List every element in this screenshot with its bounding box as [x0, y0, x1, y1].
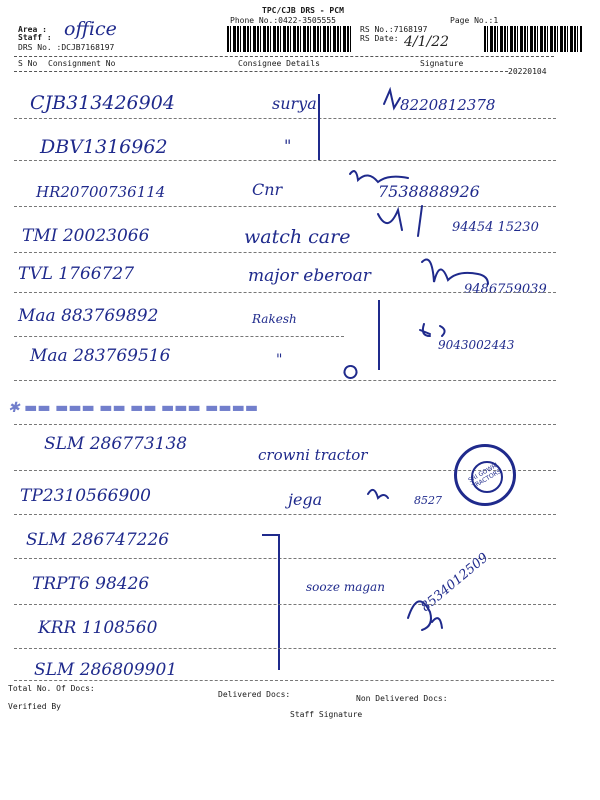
page-number: Page No.:1 — [450, 16, 499, 25]
rs-number: RS No.:7168197 — [360, 25, 428, 34]
signature-8 — [408, 601, 442, 630]
col-signature: Signature — [420, 59, 464, 68]
phone-7: 9043002443 — [438, 338, 515, 352]
consignee-5: major eberoar — [248, 266, 371, 286]
consignment-3: HR20700736114 — [36, 183, 166, 201]
consignment-7: Maa 283769516 — [30, 346, 171, 366]
phone-9: 8527 — [414, 494, 442, 507]
consignment-13: SLM 286809901 — [34, 660, 178, 680]
signature-2 — [350, 171, 408, 182]
consignee-11: sooze magan — [306, 580, 385, 594]
consignee-4: watch care — [244, 226, 351, 248]
consignee-8: crowni tractor — [258, 446, 368, 464]
rs-date-label: RS Date: — [360, 34, 399, 43]
signature-6 — [345, 366, 357, 378]
col-consignee: Consignee Details — [238, 59, 320, 68]
doc-title: TPC/CJB DRS - PCM — [262, 6, 344, 15]
consignee-7: " — [276, 352, 283, 368]
signature-7 — [368, 490, 388, 498]
rs-date-handwritten: 4/1/22 — [404, 34, 450, 50]
drs-number: DRS No. :DCJB7168197 — [18, 43, 115, 52]
consignment-11: TRPT6 98426 — [32, 574, 150, 594]
total-docs-label: Total No. Of Docs: — [8, 684, 95, 693]
phone-3: 7538888926 — [378, 182, 480, 201]
phone-number: Phone No.:0422-3505555 — [230, 16, 336, 25]
crossed-out-entry: ✱ ▬▬ ▬▬▬ ▬▬ ▬▬ ▬▬▬ ▬▬▬▬ — [8, 400, 259, 416]
consignment-12: KRR 1108560 — [38, 618, 158, 638]
area-handwritten: office — [64, 18, 117, 40]
non-delivered-docs-label: Non Delivered Docs: — [356, 694, 448, 703]
col-consignment: Consignment No — [48, 59, 116, 68]
phone-5: 9486759039 — [464, 282, 547, 297]
signature-4 — [422, 260, 488, 285]
stamp-text: SRI GOWRI TRACTORS — [467, 461, 503, 491]
consignment-6: Maa 883769892 — [18, 306, 159, 326]
consignment-2: DBV1316962 — [40, 136, 168, 158]
consignee-6: Rakesh — [252, 312, 297, 326]
consignee-1: surya — [272, 94, 317, 113]
signature-5 — [420, 324, 445, 336]
delivered-docs-label: Delivered Docs: — [218, 690, 291, 699]
consignment-8: SLM 286773138 — [44, 434, 188, 454]
phone-11: 8534012509 — [418, 550, 492, 615]
consignee-9: jega — [288, 490, 323, 509]
signature-3 — [378, 206, 422, 236]
staff-label: Staff : — [18, 33, 52, 42]
consignment-5: TVL 1766727 — [18, 264, 135, 284]
consignment-9: TP2310566900 — [20, 486, 151, 506]
staff-signature-label: Staff Signature — [290, 710, 363, 719]
area-label: Area : — [18, 25, 47, 34]
col-sno: S No — [18, 59, 38, 68]
consignment-10: SLM 286747226 — [26, 530, 170, 550]
consignee-3: Cnr — [252, 180, 283, 199]
phone-1: 8220812378 — [400, 96, 496, 114]
signature-1 — [384, 90, 400, 108]
consignment-1: CJB313426904 — [30, 92, 175, 114]
consignment-4: TMI 20023066 — [22, 226, 150, 246]
phone-4: 94454 15230 — [452, 220, 539, 235]
consignee-2: " — [284, 136, 292, 155]
verified-by-label: Verified By — [8, 702, 61, 711]
date-code: 20220104 — [508, 67, 547, 76]
